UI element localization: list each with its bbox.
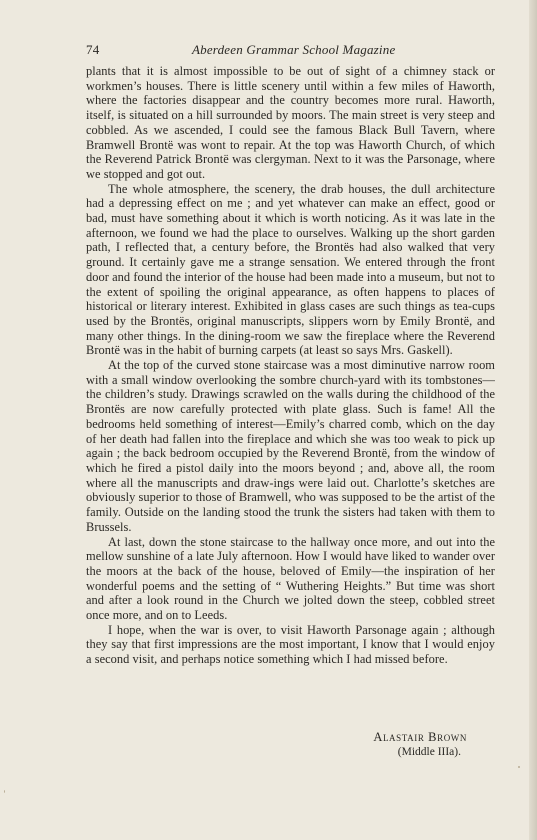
- page-edge-shadow: [529, 0, 537, 840]
- paper-speck: [4, 790, 5, 793]
- paragraph-1: plants that it is almost impossible to be out of sight of a chimney stack or workmen’s houses. There is little scenery until within a few miles of Haworth, where the factories disappear and the country becomes more rural. Haworth, itself, is situated on a hill surrounded by moors. The main street is very steep and cobbled. As we ascended, I could see the famous Black Bull Tavern, where Bramwell Brontë was wont to repair. At the top was Haworth Church, of which the Reverend Patrick Brontë was clergyman. Next to it was the Parsonage, where we stopped and got out.: [86, 64, 495, 181]
- page-number: 74: [86, 42, 100, 57]
- article-body: [86, 64, 495, 667]
- paragraph-5: I hope, when the war is over, to visit Haworth Parsonage again ; although they say that first impressions are the most important, I know that I would enjoy a second visit, and perhaps notice something which I had missed before.: [86, 622, 495, 667]
- author-form: (Middle IIIa).: [397, 746, 461, 758]
- paragraph-2: The whole atmosphere, the scenery, the drab houses, the dull architecture had a depressing effect on me ; and yet whatever can make an effect, good or bad, must have something about it which is worth noticing. As it was late in the afternoon, we found we had the place to ourselves. Walking up the short garden path, I reflected that, a century before, the Brontës had also walked that very ground. It certainly gave me a strange sensation. We entered through the front door and found the interior of the house had been made into a museum, but not to the extent of spoiling the original appearance, as often happens to places of historical or literary interest. Exhibited in glass cases are such things as tea-cups used by the Brontës, original manuscripts, slippers worn by Emily Brontë, and many other things. In the dining-room we saw the fireplace where the Reverend Brontë was in the habit of burning carpets (at least so says Mrs. Gaskell).: [86, 181, 495, 358]
- paragraph-4: At last, down the stone staircase to the hallway once more, and out into the mellow sunshine of a late July afternoon. How I would have liked to wander over the moors at the back of the house, beloved of Emily—the inspiration of her wonderful poems and the setting of “ Wuthering Heights.” But time was short and after a look round in the Church we jolted down the steep, cobbled street once more, and on to Leeds.: [86, 534, 495, 623]
- running-header: [86, 42, 481, 60]
- running-title: Aberdeen Grammar School Magazine: [192, 42, 396, 57]
- paragraph-3: At the top of the curved stone staircase was a most diminutive narrow room with a small window overlooking the sombre church-yard with its tombstones—the children’s study. Drawings scrawled on the walls during the childhood of the Brontës are now carefully protected with plate glass. Such is fame! All the bedrooms held something of interest—Emily’s charred comb, which on the day of her death had fallen into the fireplace and which she was too weak to pick up again ; the back bedroom occupied by the Reverend Brontë, from the window of which he fired a pistol daily into the moors beyond ; and, above all, the room where all the manuscripts and draw-ings were laid out. Charlotte’s sketches are obviously superior to those of Bramwell, who was supposed to be the artist of the family. Outside on the landing stood the trunk the sisters had taken with them to Brussels.: [86, 358, 495, 534]
- author-signature: [373, 730, 467, 760]
- author-name: Alastair Brown: [373, 730, 467, 744]
- paper-speck: [518, 766, 520, 768]
